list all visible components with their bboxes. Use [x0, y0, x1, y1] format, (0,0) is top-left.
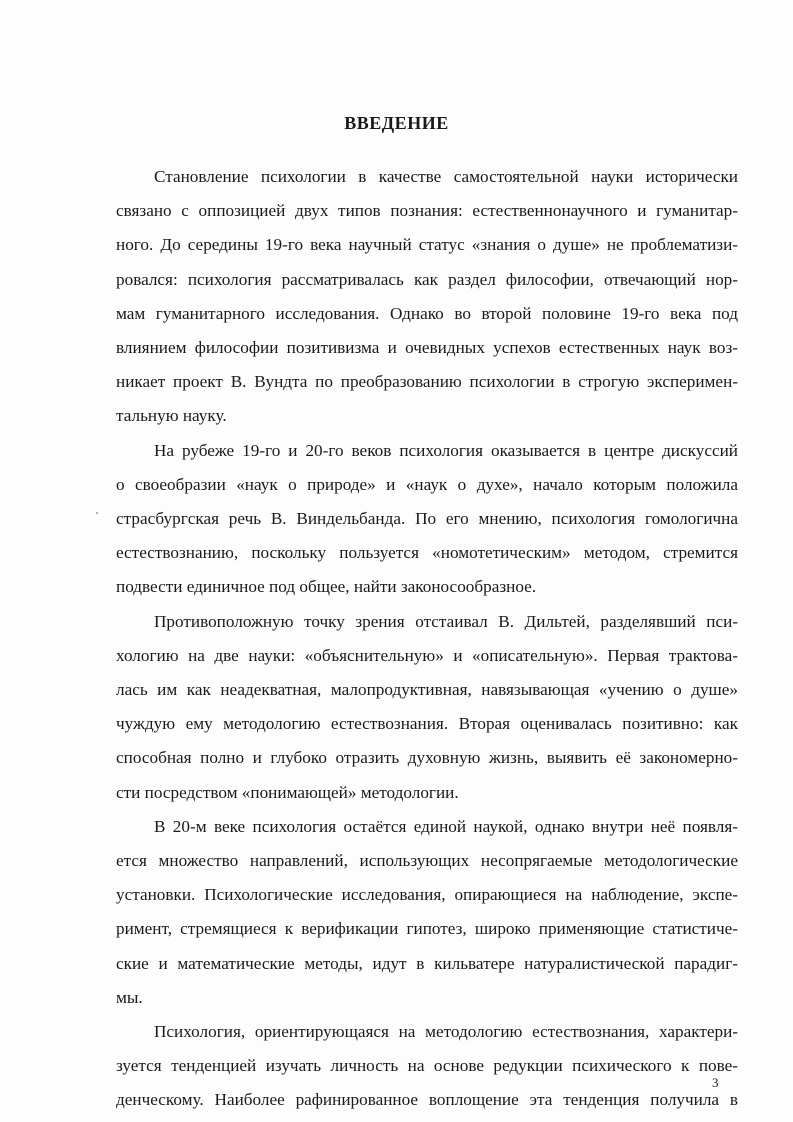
text-line: о своеобразии «наук о природе» и «наук о духе», начало которым положила [116, 474, 738, 494]
text-line: способная полно и глубоко отразить духовную жизнь, выявить её закономерно- [116, 748, 738, 768]
text-line: связано с оппозицией двух типов познания: естественнонаучного и гуманитар- [116, 201, 738, 221]
text-line: ровался: психология рассматривалась как раздел философии, отвечающий нор- [116, 269, 738, 289]
text-line: ские и математические методы, идут в кильватере натуралистической парадиг- [116, 953, 738, 973]
text-line: Противоположную точку зрения отстаивал В. Дильтей, разделявший пси- [154, 611, 738, 631]
page-title: ВВЕДЕНИЕ [344, 113, 449, 133]
paragraph [116, 434, 738, 605]
text-line: установки. Психологические исследования, опирающиеся на наблюдение, экспе- [116, 885, 738, 905]
text-line: лась им как неадекватная, малопродуктивная, навязывающая «учению о душе» [116, 680, 738, 700]
text-line: сти посредством «понимающей» методологии. [116, 782, 459, 802]
text-line: денческому. Наиболее рафинированное воплощение эта тенденция получила в [116, 1090, 738, 1110]
text-line: В 20-м веке психология остаётся единой наукой, однако внутри неё появля- [154, 816, 738, 836]
text-line: ется множество направлений, использующих несопрягаемые методологические [116, 851, 738, 871]
text-line: тальную науку. [116, 406, 227, 426]
page-number: 3 [712, 1075, 719, 1090]
text-line: римент, стремящиеся к верификации гипотез, широко применяющие статистиче- [116, 919, 738, 939]
text-line: никает проект В. Вундта по преобразованию психологии в строгую эксперимен- [116, 372, 738, 392]
text-line: хологию на две науки: «объяснительную» и «описательную». Первая трактова- [116, 645, 738, 665]
text-line: страсбургская речь В. Виндельбанда. По его мнению, психология гомологична [116, 509, 738, 529]
document-body [116, 160, 738, 1118]
text-line: мы. [116, 987, 143, 1007]
text-line: Психология, ориентирующаяся на методологию естествознания, характери- [154, 1022, 738, 1042]
text-line: ного. До середины 19-го века научный статус «знания о душе» не проблематизи- [116, 235, 738, 255]
paragraph [116, 1015, 738, 1118]
paragraph [116, 605, 738, 810]
text-line: мам гуманитарного исследования. Однако во второй половине 19-го века под [116, 303, 738, 323]
text-line: влиянием философии позитивизма и очевидных успехов естественных наук воз- [116, 338, 738, 358]
paragraph [116, 810, 738, 1015]
text-line: чуждую ему методологию естествознания. Вторая оценивалась позитивно: как [116, 714, 738, 734]
text-line: Становление психологии в качестве самостоятельной науки исторически [154, 167, 738, 186]
paragraph [116, 160, 738, 434]
scan-speck [96, 512, 98, 514]
text-line: зуется тенденцией изучать личность на основе редукции психического к пове- [116, 1056, 738, 1076]
text-line: естествознанию, поскольку пользуется «номотетическим» методом, стремится [116, 543, 738, 563]
text-line: На рубеже 19-го и 20-го веков психология оказывается в центре дискуссий [154, 440, 738, 460]
text-line: подвести единичное под общее, найти законосообразное. [116, 577, 537, 597]
